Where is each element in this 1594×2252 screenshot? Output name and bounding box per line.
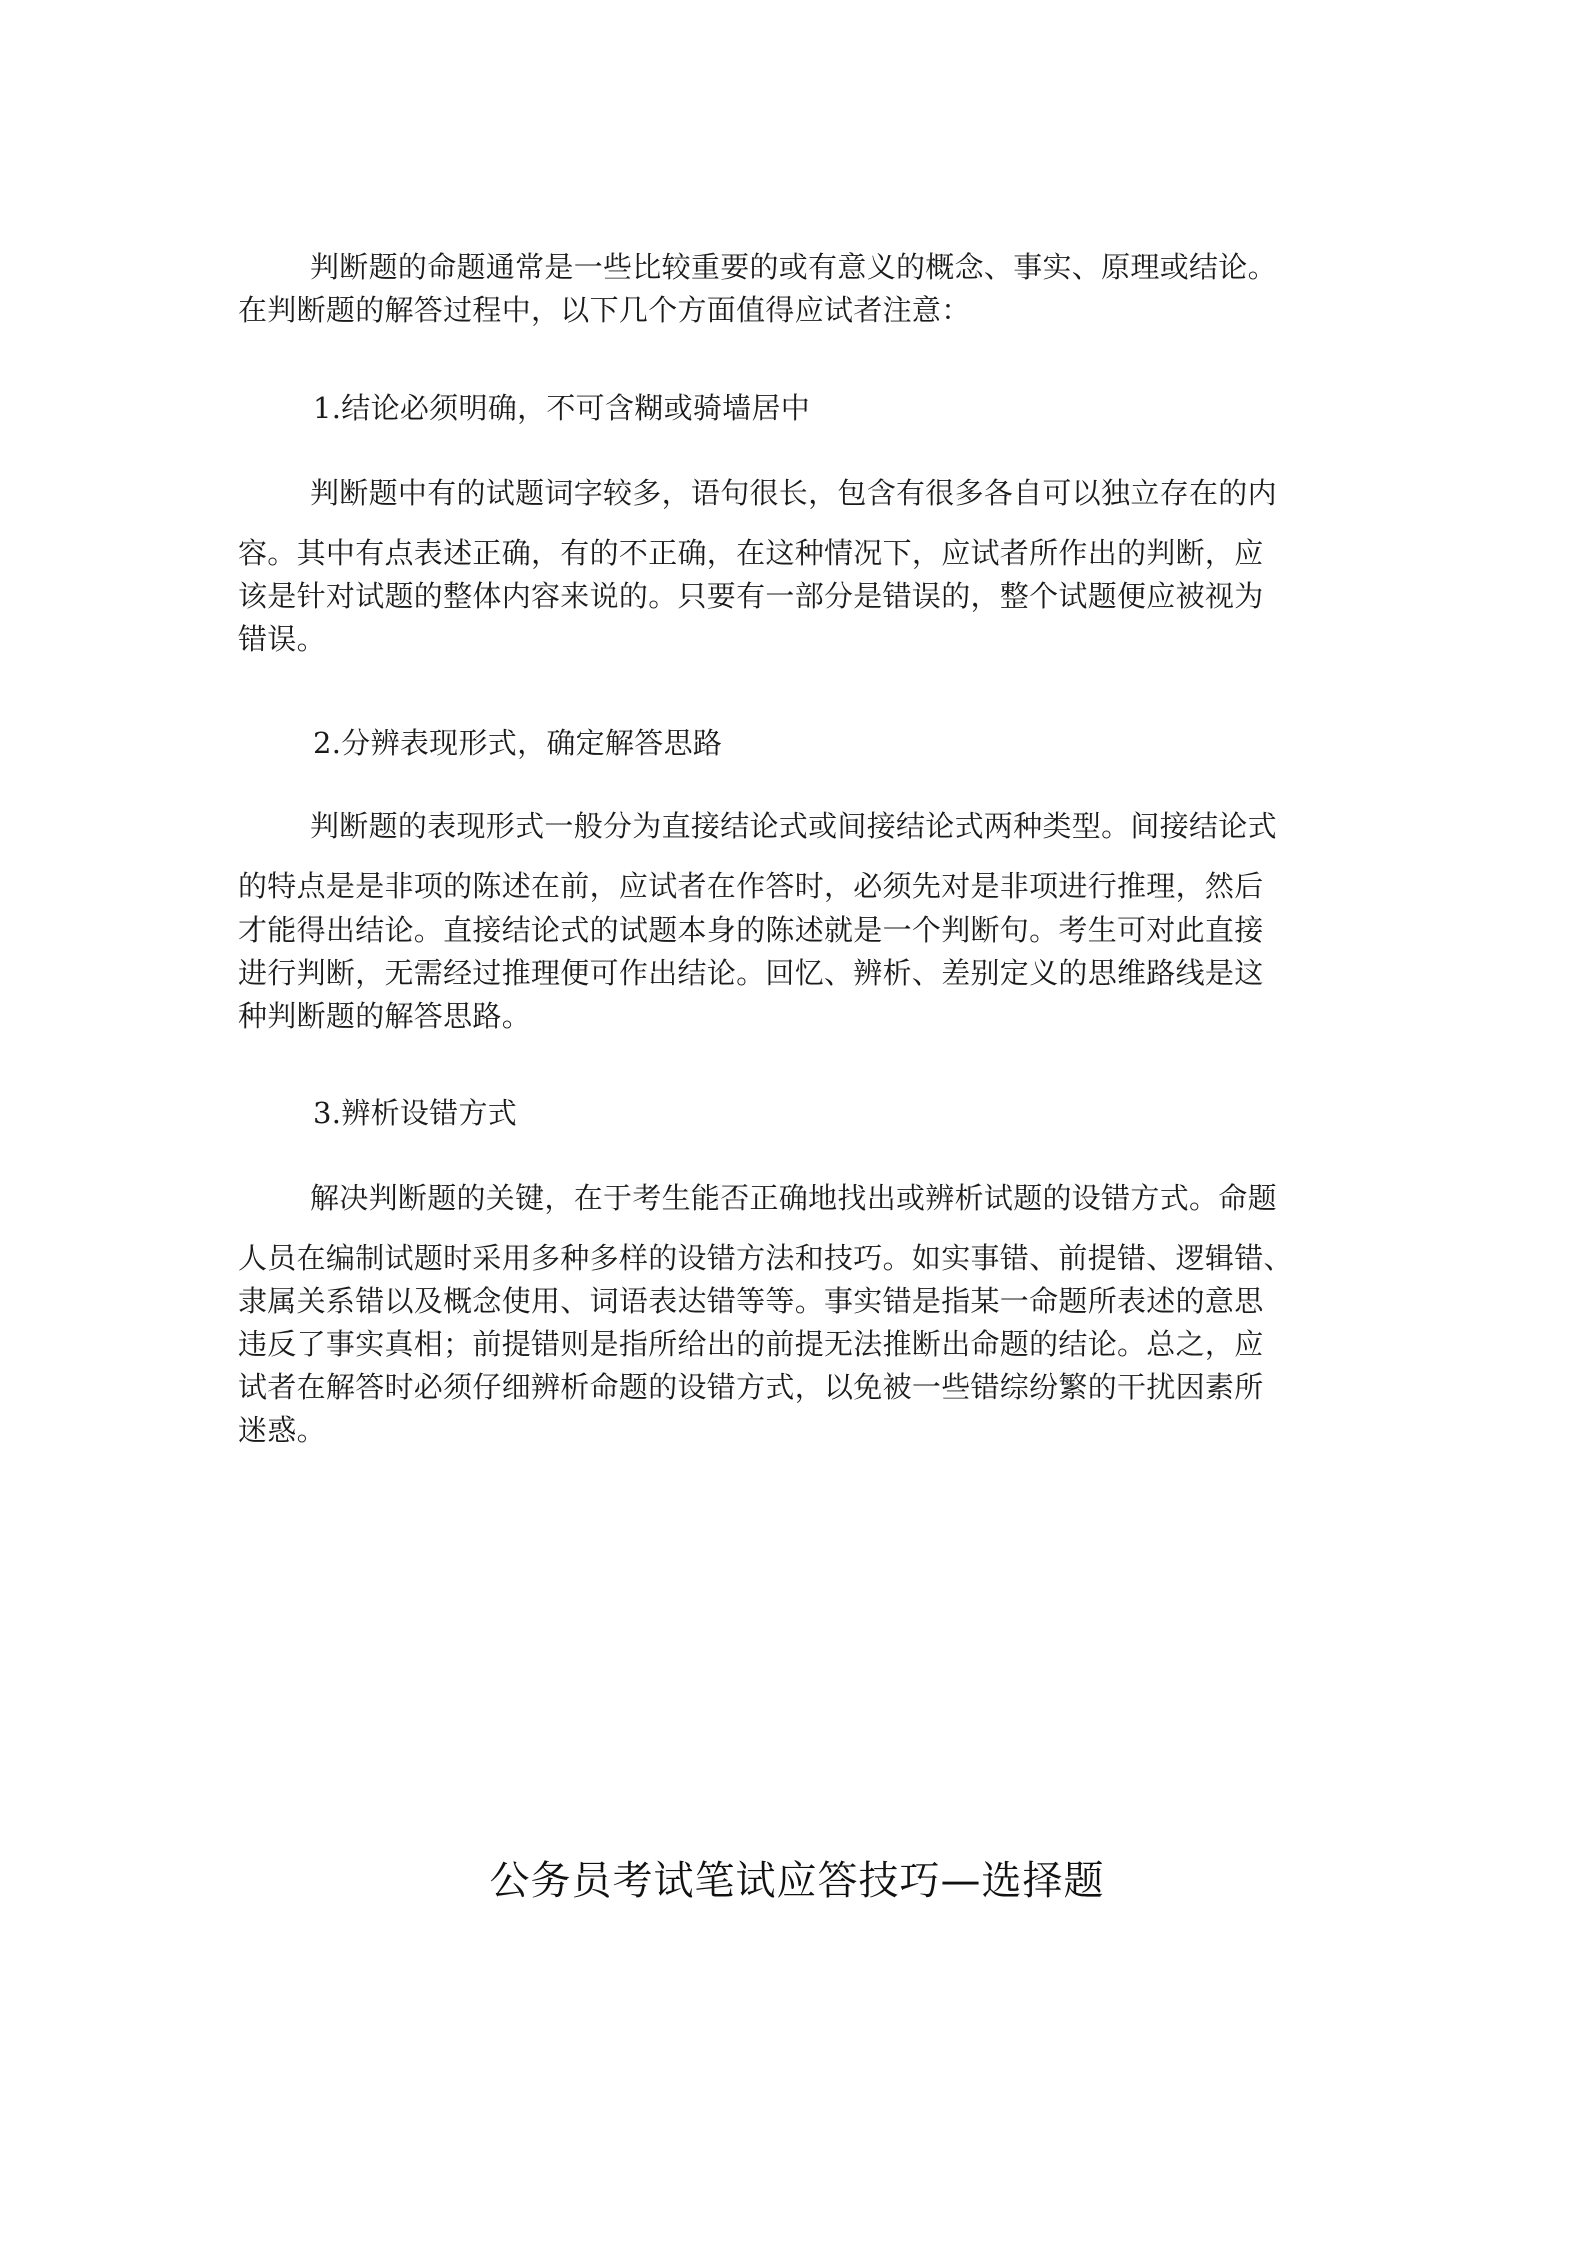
section-1-line-4: 错误。 (238, 622, 326, 656)
section-3-line-4: 违反了事实真相；前提错则是指所给出的前提无法推断出命题的结论。总之，应 (238, 1327, 1264, 1361)
section-2-line-5: 种判断题的解答思路。 (238, 999, 532, 1033)
section-3-line-3: 隶属关系错以及概念使用、词语表达错等等。事实错是指某一命题所表述的意思 (238, 1284, 1264, 1318)
section-2-line-2: 的特点是是非项的陈述在前，应试者在作答时，必须先对是非项进行推理，然后 (238, 869, 1264, 903)
next-section-title: 公务员考试笔试应答技巧—选择题 (489, 1858, 1105, 1904)
section-2-line-1: 判断题的表现形式一般分为直接结论式或间接结论式两种类型。间接结论式 (310, 809, 1277, 843)
section-3-line-6: 迷惑。 (238, 1413, 326, 1447)
section-3-heading: 3.辨析设错方式 (313, 1096, 518, 1130)
section-1-line-3: 该是针对试题的整体内容来说的。只要有一部分是错误的，整个试题便应被视为 (238, 579, 1264, 613)
section-1-line-1: 判断题中有的试题词字较多，语句很长，包含有很多各自可以独立存在的内 (310, 476, 1277, 510)
section-3-line-2: 人员在编制试题时采用多种多样的设错方法和技巧。如实事错、前提错、逻辑错、 (238, 1241, 1293, 1275)
section-1-line-2: 容。其中有点表述正确，有的不正确，在这种情况下，应试者所作出的判断，应 (238, 536, 1264, 570)
section-3-line-5: 试者在解答时必须仔细辨析命题的设错方式，以免被一些错综纷繁的干扰因素所 (238, 1370, 1264, 1404)
intro-line-1: 判断题的命题通常是一些比较重要的或有意义的概念、事实、原理或结论。 (310, 250, 1277, 284)
section-2-line-4: 进行判断，无需经过推理便可作出结论。回忆、辨析、差别定义的思维路线是这 (238, 956, 1264, 990)
section-2-heading: 2.分辨表现形式，确定解答思路 (313, 726, 723, 760)
section-2-line-3: 才能得出结论。直接结论式的试题本身的陈述就是一个判断句。考生可对此直接 (238, 913, 1264, 947)
intro-line-2: 在判断题的解答过程中，以下几个方面值得应试者注意： (238, 293, 971, 327)
section-3-line-1: 解决判断题的关键，在于考生能否正确地找出或辨析试题的设错方式。命题 (310, 1181, 1277, 1215)
section-1-heading: 1.结论必须明确，不可含糊或骑墙居中 (313, 391, 811, 425)
